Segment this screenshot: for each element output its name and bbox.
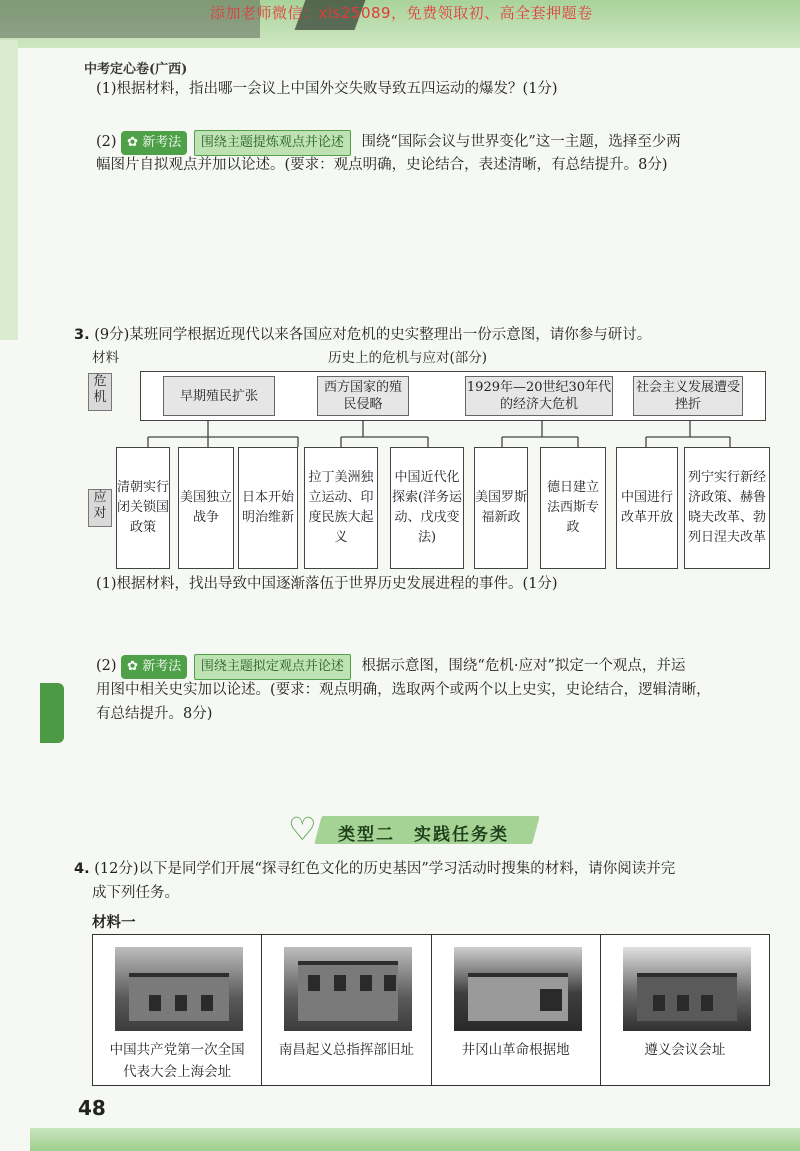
q3-material-label: 材料: [92, 350, 119, 366]
crisis-row: [140, 371, 766, 421]
watermark-text: 添加老师微信：xls25089，免费领取初、高全套押题卷: [210, 4, 593, 22]
crisis-box-2: 西方国家的殖民侵略: [317, 376, 409, 416]
response-box-5: 中国近代化探索(洋务运动、戊戌变法): [390, 447, 464, 569]
response-box-7: 德日建立法西斯专政: [540, 447, 606, 569]
crisis-label: 危机: [88, 373, 112, 411]
q3-part1: (1)根据材料，找出导致中国逐渐落伍于世界历史发展进程的事件。(1分): [96, 576, 558, 592]
response-box-9: 列宁实行新经济政策、赫鲁晓夫改革、勃列日涅夫改革: [684, 447, 770, 569]
photo-cell-3: [432, 935, 601, 1085]
new-method-tag: ✿ 新考法: [121, 131, 187, 155]
heart-icon: ♡: [288, 810, 317, 848]
q3-part2-line1: 根据示意图，围绕“危机·应对”拟定一个观点，并运: [361, 658, 686, 674]
photo-cell-2: [262, 935, 431, 1085]
photo-1: [115, 947, 243, 1031]
bottom-decoration-bar: [30, 1128, 800, 1151]
window-shape: [653, 995, 665, 1011]
photo-3: [454, 947, 582, 1031]
photo-caption-2: 南昌起义总指挥部旧址: [278, 1042, 414, 1058]
window-shape: [308, 975, 320, 991]
window-shape: [149, 995, 161, 1011]
new-method-tag-2-label: 新考法: [142, 659, 182, 674]
q3-part2: [96, 654, 776, 680]
banner-title: 类型二 实践任务类: [338, 825, 509, 845]
q3-stem: [74, 324, 774, 346]
response-box-1: 清朝实行闭关锁国政策: [116, 447, 170, 569]
crisis-box-1: 早期殖民扩张: [163, 376, 275, 416]
side-tab: [40, 683, 64, 743]
window-shape: [175, 995, 187, 1011]
photo-cell-4: [601, 935, 769, 1085]
diagram-title: 历史上的危机与应对(部分): [328, 350, 488, 366]
response-box-6: 美国罗斯福新政: [474, 447, 528, 569]
new-method-tag-2: ✿ 新考法: [121, 655, 187, 679]
photo-table: [92, 934, 770, 1086]
q3-part2-line3: 有总结提升。8分): [96, 706, 213, 722]
building-shape: [298, 961, 398, 1021]
response-box-3: 日本开始明治维新: [238, 447, 298, 569]
photo-cell-1: [93, 935, 262, 1085]
window-shape: [360, 975, 372, 991]
q3-part2-line2: 用图中相关史实加以论述。(要求：观点明确，选取两个或两个以上史实，史论结合，逻辑清晰，: [96, 682, 711, 698]
new-method-tag-label: 新考法: [142, 135, 182, 150]
response-box-8: 中国进行改革开放: [616, 447, 678, 569]
window-shape: [201, 995, 213, 1011]
q4-stem-line2: 成下列任务。: [92, 885, 179, 901]
crisis-box-4: 社会主义发展遭受挫折: [633, 376, 743, 416]
q3-number: 3.: [74, 327, 90, 343]
q2-part2-line1: 围绕“国际会议与世界变化”这一主题，选择至少两: [361, 134, 681, 150]
q2-part1: (1)根据材料，指出哪一会议上中国外交失败导致五四运动的爆发？(1分): [96, 81, 558, 97]
response-box-2: 美国独立战争: [178, 447, 234, 569]
response-box-4: 拉丁美洲独立运动、印度民族大起义: [304, 447, 378, 569]
q3-part2-prefix: (2): [96, 658, 117, 674]
window-shape: [540, 989, 562, 1011]
topic-tag-2: 围绕主题拟定观点并论述: [194, 654, 351, 680]
q3-stem-text: (9分)某班同学根据近现代以来各国应对危机的史实整理出一份示意图，请你参与研讨。: [94, 327, 652, 343]
topic-tag: 围绕主题提炼观点并论述: [194, 130, 351, 156]
photo-caption-1: 中国共产党第一次全国代表大会上海会址: [109, 1042, 245, 1080]
window-shape: [384, 975, 396, 991]
left-decoration-bar: [0, 40, 18, 340]
window-shape: [334, 975, 346, 991]
photo-2: [284, 947, 412, 1031]
photo-4: [623, 947, 751, 1031]
section-banner: [288, 812, 548, 850]
photo-caption-4: 遵义会议会址: [644, 1042, 726, 1058]
window-shape: [701, 995, 713, 1011]
q2-part2: [96, 130, 776, 156]
page-number: 48: [78, 1096, 106, 1120]
q4-material-label: 材料一: [92, 915, 136, 931]
crisis-box-3: 1929年—20世纪30年代的经济大危机: [465, 376, 613, 416]
q4-stem-line1: (12分)以下是同学们开展“探寻红色文化的历史基因”学习活动时搜集的材料，请你阅读并完: [94, 861, 676, 877]
q2-part2-prefix: (2): [96, 134, 117, 150]
q4-number: 4.: [74, 861, 90, 877]
window-shape: [677, 995, 689, 1011]
q2-part2-line2: 幅图片自拟观点并加以论述。(要求：观点明确，史论结合，表述清晰，有总结提升。8分): [96, 157, 668, 173]
q4-stem: [74, 858, 774, 880]
photo-caption-3: 井冈山革命根据地: [461, 1042, 570, 1058]
crisis-response-diagram: [80, 345, 770, 575]
response-label: 应对: [88, 489, 112, 527]
page-header: 中考定心卷(广西): [84, 62, 188, 77]
